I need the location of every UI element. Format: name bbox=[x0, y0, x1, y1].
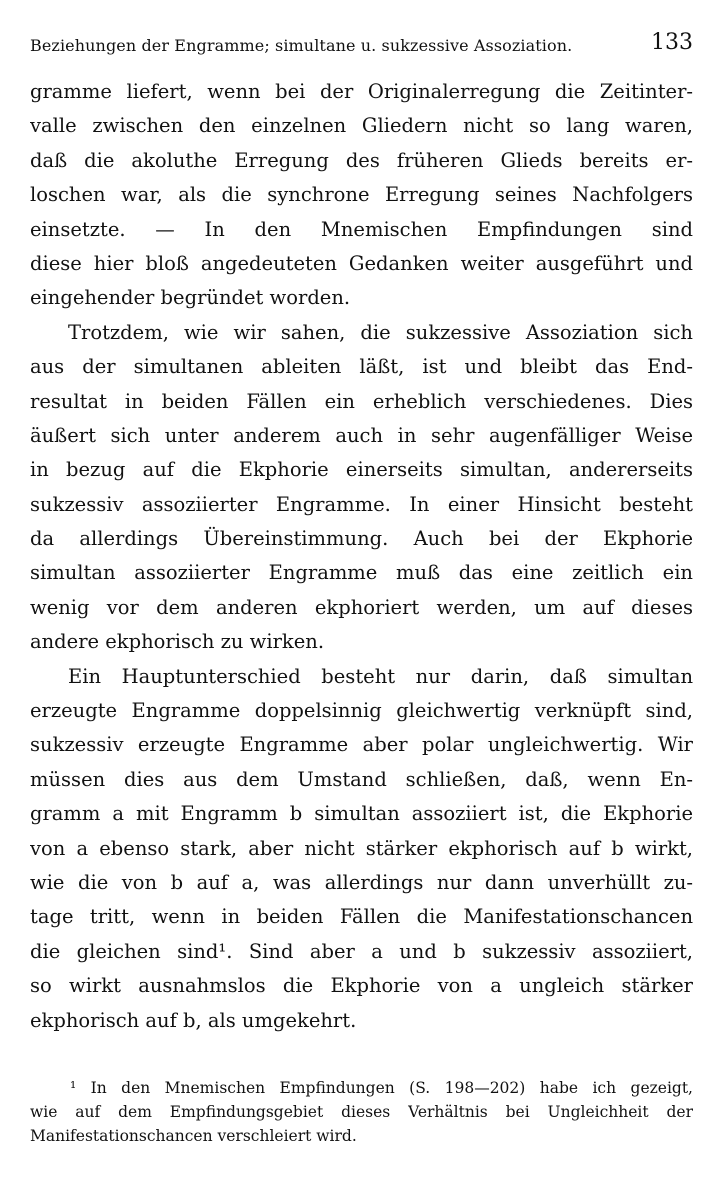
text-line: wenig vor dem anderen ekphoriert werden, um auf dieses bbox=[30, 595, 693, 619]
text-line: resultat in beiden Fällen ein erheblich verschiedenes. Dies bbox=[30, 389, 693, 413]
text-line: gramme liefert, wenn bei der Originalerregung die Zeitinter- bbox=[30, 80, 693, 103]
footnote-line: ¹ In den Mnemischen Empfindungen (S. 198—202) habe ich gezeigt, bbox=[70, 1079, 693, 1097]
text-line: sukzessiv assoziierter Engramme. In einer Hinsicht besteht bbox=[30, 492, 693, 516]
text-line: so wirkt ausnahmslos die Ekphorie von a ungleich stärker bbox=[30, 974, 693, 998]
text-line: die gleichen sind¹. Sind aber a und b sukzessiv assoziiert, bbox=[30, 939, 693, 963]
text-line: eingehender begründet worden. bbox=[30, 286, 351, 310]
text-line: daß die akoluthe Erregung des früheren Glieds bereits er- bbox=[30, 148, 693, 172]
text-line: diese hier bloß angedeuteten Gedanken weiter ausgeführt und bbox=[30, 251, 693, 275]
footnote-line: Manifestationschancen verschleiert wird. bbox=[30, 1127, 357, 1145]
text-line: ekphorisch auf b, als umgekehrt. bbox=[30, 1008, 357, 1032]
running-head: Beziehungen der Engramme; simultane u. sukzessive Assoziation. bbox=[30, 36, 573, 55]
text-line: sukzessiv erzeugte Engramme aber polar ungleichwertig. Wir bbox=[30, 733, 693, 757]
text-line: in bezug auf die Ekphorie einerseits simultan, andererseits bbox=[30, 458, 693, 482]
text-line: wie die von b auf a, was allerdings nur dann unverhüllt zu- bbox=[30, 870, 693, 894]
text-line: Ein Hauptunterschied besteht nur darin, daß simultan bbox=[68, 664, 693, 688]
body-text bbox=[30, 75, 693, 1038]
text-line: äußert sich unter anderem auch in sehr augenfälliger Weise bbox=[30, 423, 693, 447]
footnote bbox=[30, 1076, 693, 1148]
page-number: 133 bbox=[651, 30, 693, 55]
text-line: erzeugte Engramme doppelsinnig gleichwertig verknüpft sind, bbox=[30, 699, 693, 723]
text-line: loschen war, als die synchrone Erregung seines Nachfolgers bbox=[30, 183, 693, 207]
text-line: simultan assoziierter Engramme muß das eine zeitlich ein bbox=[30, 561, 693, 585]
text-line: aus der simultanen ableiten läßt, ist und bleibt das End- bbox=[30, 355, 693, 379]
text-line: einsetzte. — In den Mnemischen Empfindungen sind bbox=[30, 217, 693, 241]
footnote-line: wie auf dem Empfindungsgebiet dieses Verhältnis bei Ungleichheit der bbox=[30, 1103, 693, 1121]
text-line: andere ekphorisch zu wirken. bbox=[30, 630, 325, 654]
text-line: müssen dies aus dem Umstand schließen, daß, wenn En- bbox=[30, 767, 693, 791]
text-line: von a ebenso stark, aber nicht stärker ekphorisch auf b wirkt, bbox=[30, 836, 693, 860]
text-line: gramm a mit Engramm b simultan assoziiert ist, die Ekphorie bbox=[30, 802, 693, 826]
text-line: tage tritt, wenn in beiden Fällen die Manifestationschancen bbox=[30, 905, 693, 929]
page-header bbox=[30, 30, 693, 60]
text-line: Trotzdem, wie wir sahen, die sukzessive Assoziation sich bbox=[68, 320, 693, 344]
text-line: da allerdings Übereinstimmung. Auch bei der Ekphorie bbox=[30, 527, 693, 551]
text-line: valle zwischen den einzelnen Gliedern nicht so lang waren, bbox=[30, 114, 693, 138]
